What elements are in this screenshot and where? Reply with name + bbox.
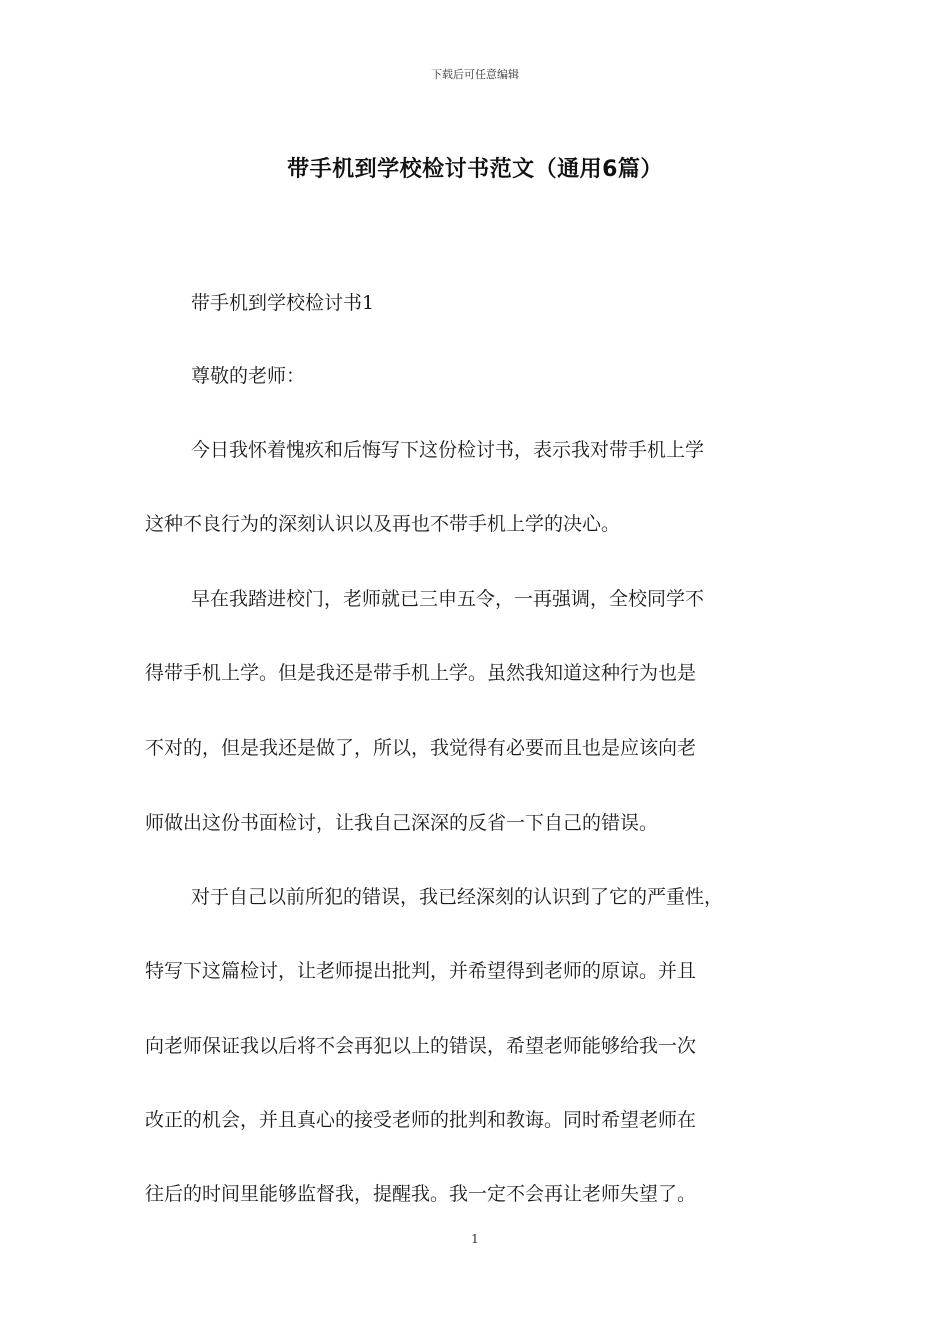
salutation: 尊敬的老师： [191, 365, 306, 387]
paragraph-line: 这种不良行为的深刻认识以及再也不带手机上学的决心。 [145, 513, 621, 535]
paragraph-line: 改正的机会，并且真心的接受老师的批判和教诲。同时希望老师在 [145, 1109, 697, 1131]
paragraph-line: 今日我怀着愧疚和后悔写下这份检讨书，表示我对带手机上学 [191, 439, 705, 461]
paragraph-line: 师做出这份书面检讨，让我自己深深的反省一下自己的错误。 [145, 812, 659, 834]
paragraph-line: 特写下这篇检讨，让老师提出批判，并希望得到老师的原谅。并且 [145, 960, 697, 982]
paragraph-line: 向老师保证我以后将不会再犯以上的错误，希望老师能够给我一次 [145, 1035, 697, 1057]
paragraph-line: 往后的时间里能够监督我，提醒我。我一定不会再让老师失望了。 [145, 1183, 697, 1205]
header-note: 下载后可任意编辑 [431, 68, 519, 81]
paragraph-line: 得带手机上学。但是我还是带手机上学。虽然我知道这种行为也是 [145, 662, 697, 684]
page-number: 1 [471, 1232, 479, 1246]
section-heading: 带手机到学校检讨书1 [191, 292, 375, 314]
paragraph-line: 不对的，但是我还是做了，所以，我觉得有必要而且也是应该向老 [145, 737, 697, 759]
paragraph-line: 对于自己以前所犯的错误，我已经深刻的认识到了它的严重性， [191, 886, 724, 908]
paragraph-line: 早在我踏进校门，老师就已三申五令，一再强调，全校同学不 [191, 588, 705, 610]
document-title: 带手机到学校检讨书范文（通用6篇） [287, 157, 663, 182]
